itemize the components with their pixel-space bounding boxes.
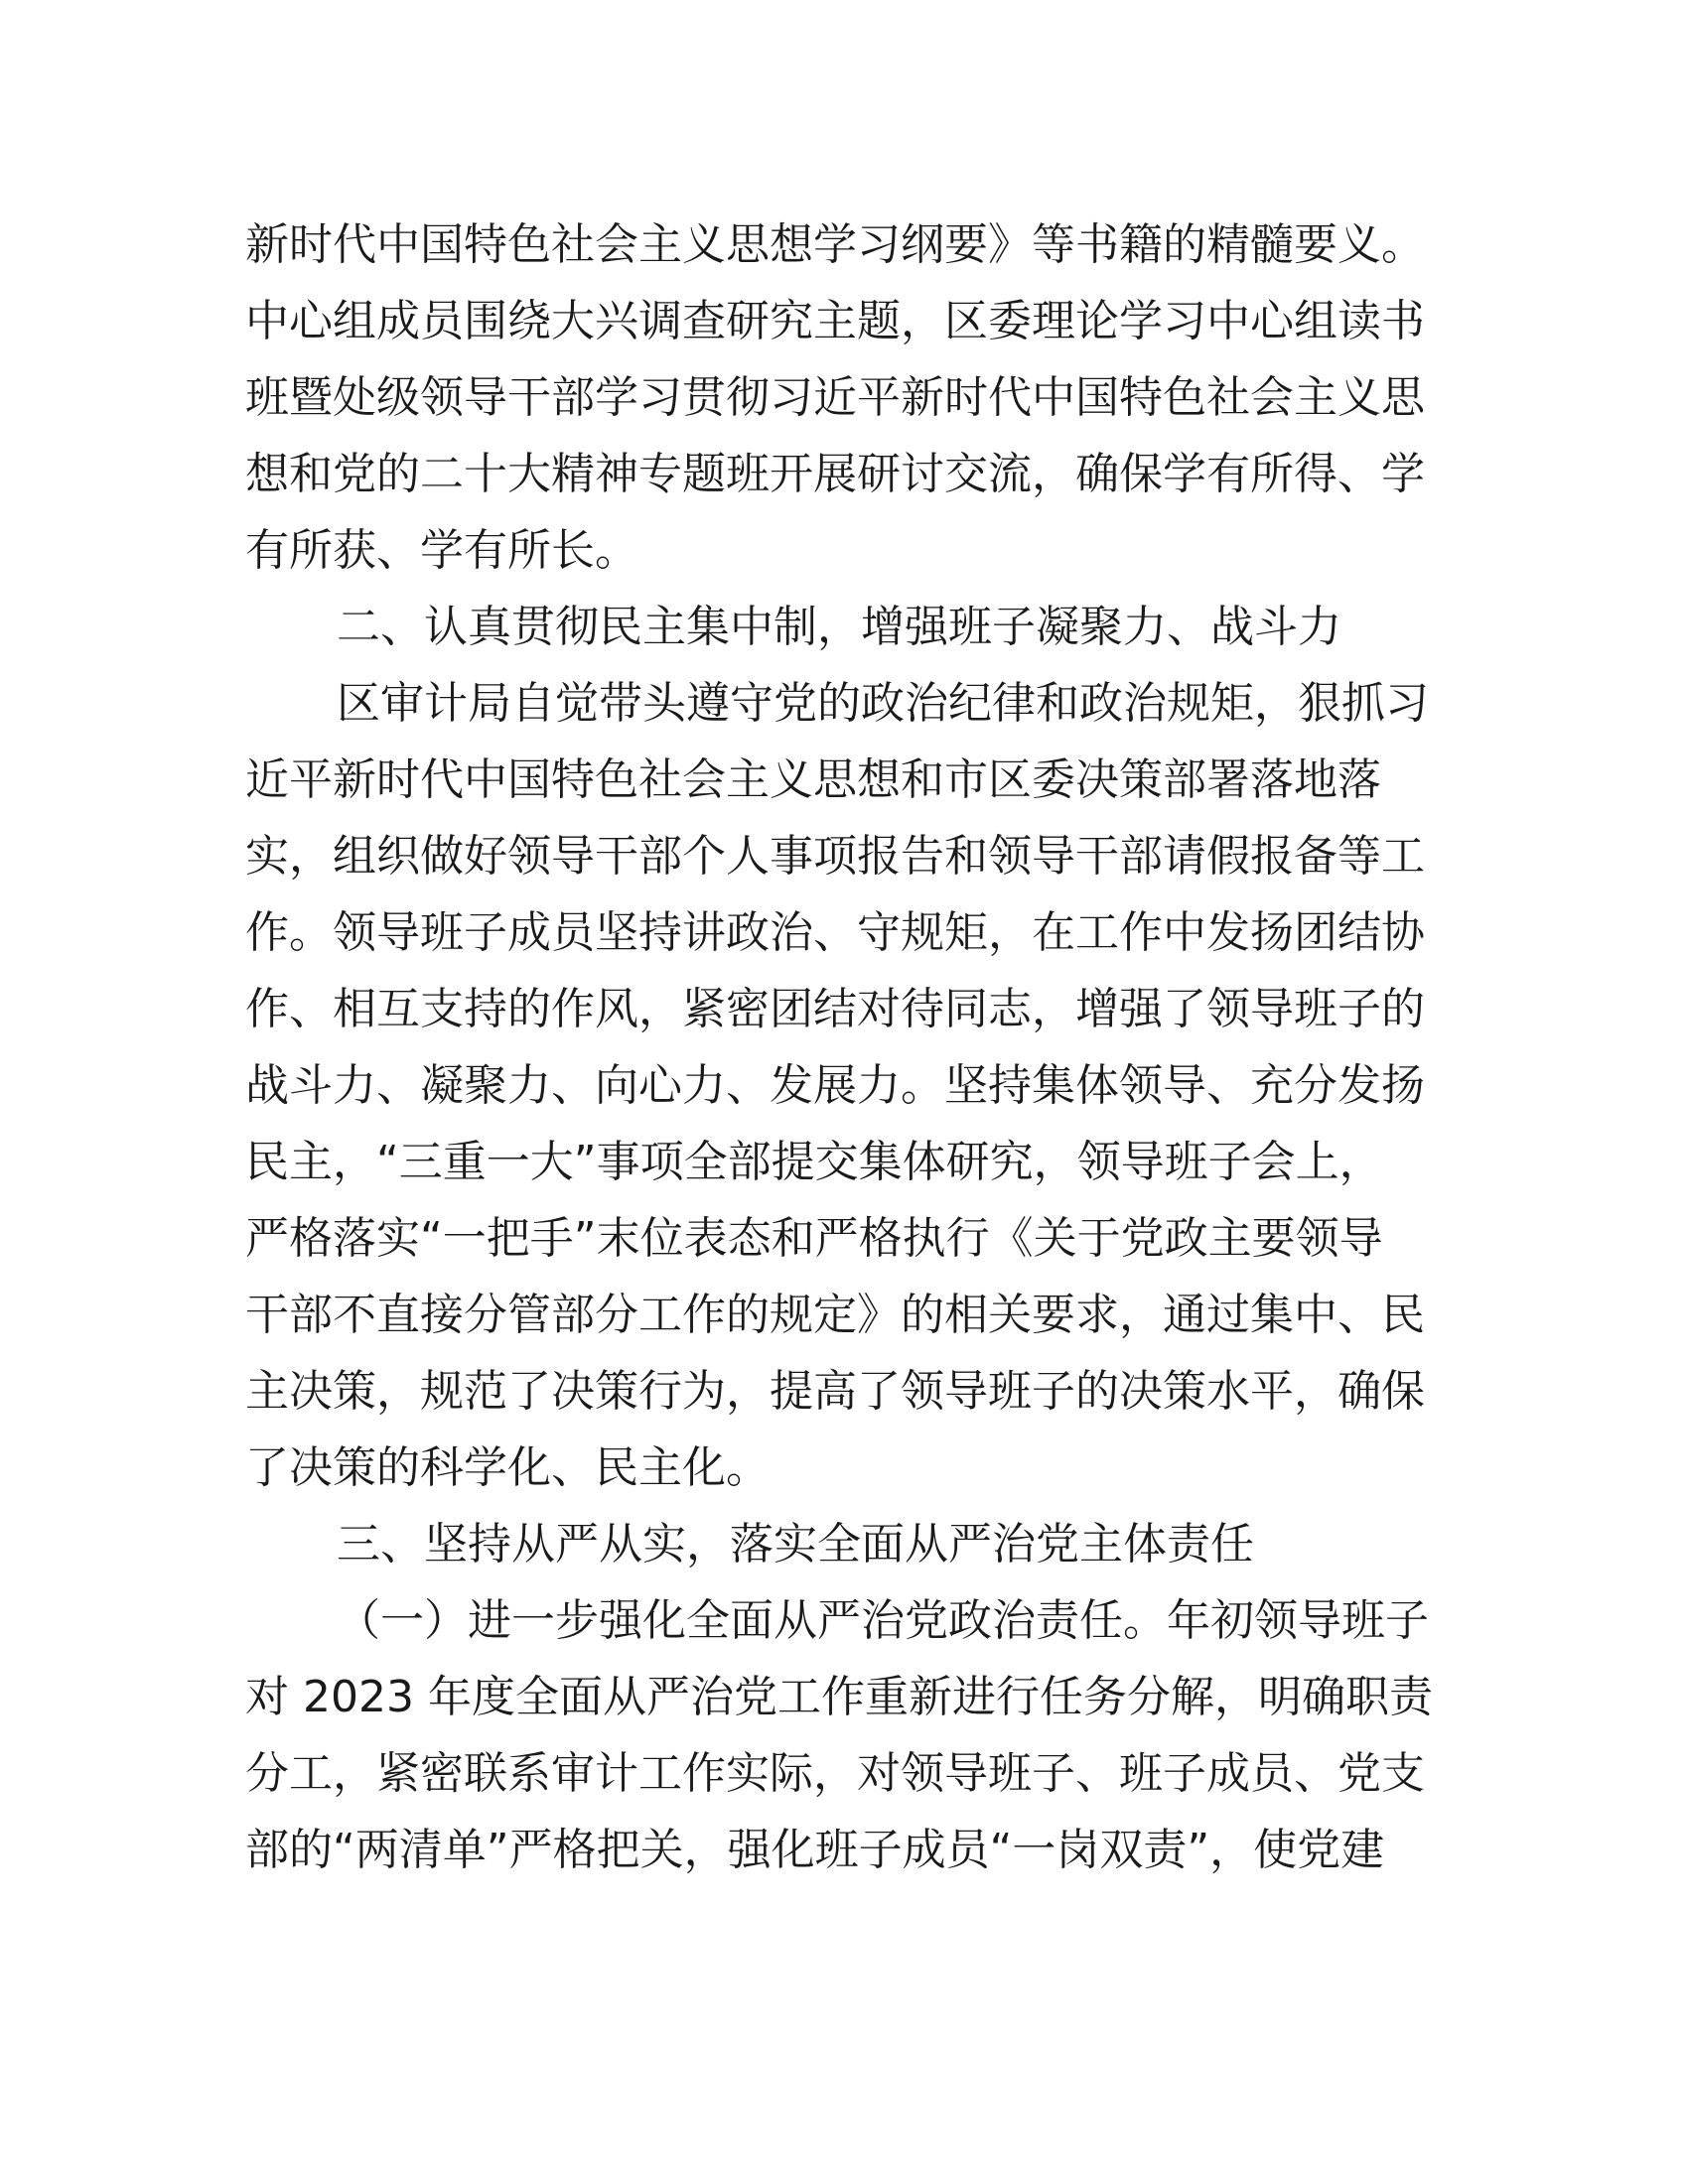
text-line: 近平新时代中国特色社会主义思想和市区委决策部署落地落: [245, 754, 1381, 805]
text-line: 想和党的二十大精神专题班开展研讨交流，确保学有所得、学: [245, 449, 1425, 499]
text-line: 严格落实“一把手”末位表态和严格执行《关于党政主要领导: [245, 1213, 1383, 1264]
text-line: 新时代中国特色社会主义思想学习纲要》等书籍的精髓要义。: [245, 219, 1425, 270]
text-line: 了决策的科学化、民主化。: [245, 1442, 770, 1493]
text-line: 作、相互支持的作风，紧密团结对待同志，增强了领导班子的: [245, 984, 1425, 1034]
text-line: 班暨处级领导干部学习贯彻习近平新时代中国特色社会主义思: [245, 372, 1425, 423]
body-text: [245, 206, 1439, 1888]
text-line: 中心组成员围绕大兴调查研究主题，区委理论学习中心组读书: [245, 296, 1425, 346]
paragraph-first-line: 三、坚持从严从实，落实全面从严治党主体责任: [337, 1519, 1254, 1570]
text-line: 对 2023 年度全面从严治党工作重新进行任务分解，明确职责: [245, 1672, 1433, 1722]
text-line: 部的“两清单”严格把关，强化班子成员“一岗双责”，使党建: [245, 1825, 1385, 1875]
text-line: 分工，紧密联系审计工作实际，对领导班子、班子成员、党支: [245, 1748, 1425, 1799]
text-line: 主决策，规范了决策行为，提高了领导班子的决策水平，确保: [245, 1366, 1425, 1417]
text-line: 有所获、学有所长。: [245, 525, 638, 576]
text-line: 实，组织做好领导干部个人事项报告和领导干部请假报备等工: [245, 831, 1425, 882]
paragraph-first-line: （一）进一步强化全面从严治党政治责任。年初领导班子: [337, 1595, 1429, 1646]
text-line: 民主，“三重一大”事项全部提交集体研究，领导班子会上，: [245, 1137, 1383, 1187]
text-line: 作。领导班子成员坚持讲政治、守规矩，在工作中发扬团结协: [245, 907, 1425, 958]
text-line: 战斗力、凝聚力、向心力、发展力。坚持集体领导、充分发扬: [245, 1060, 1425, 1111]
paragraph-first-line: 二、认真贯彻民主集中制，增强班子凝聚力、战斗力: [337, 602, 1341, 652]
text-line: 干部不直接分管部分工作的规定》的相关要求，通过集中、民: [245, 1290, 1425, 1340]
paragraph-first-line: 区审计局自觉带头遵守党的政治纪律和政治规矩，狠抓习: [337, 678, 1429, 729]
